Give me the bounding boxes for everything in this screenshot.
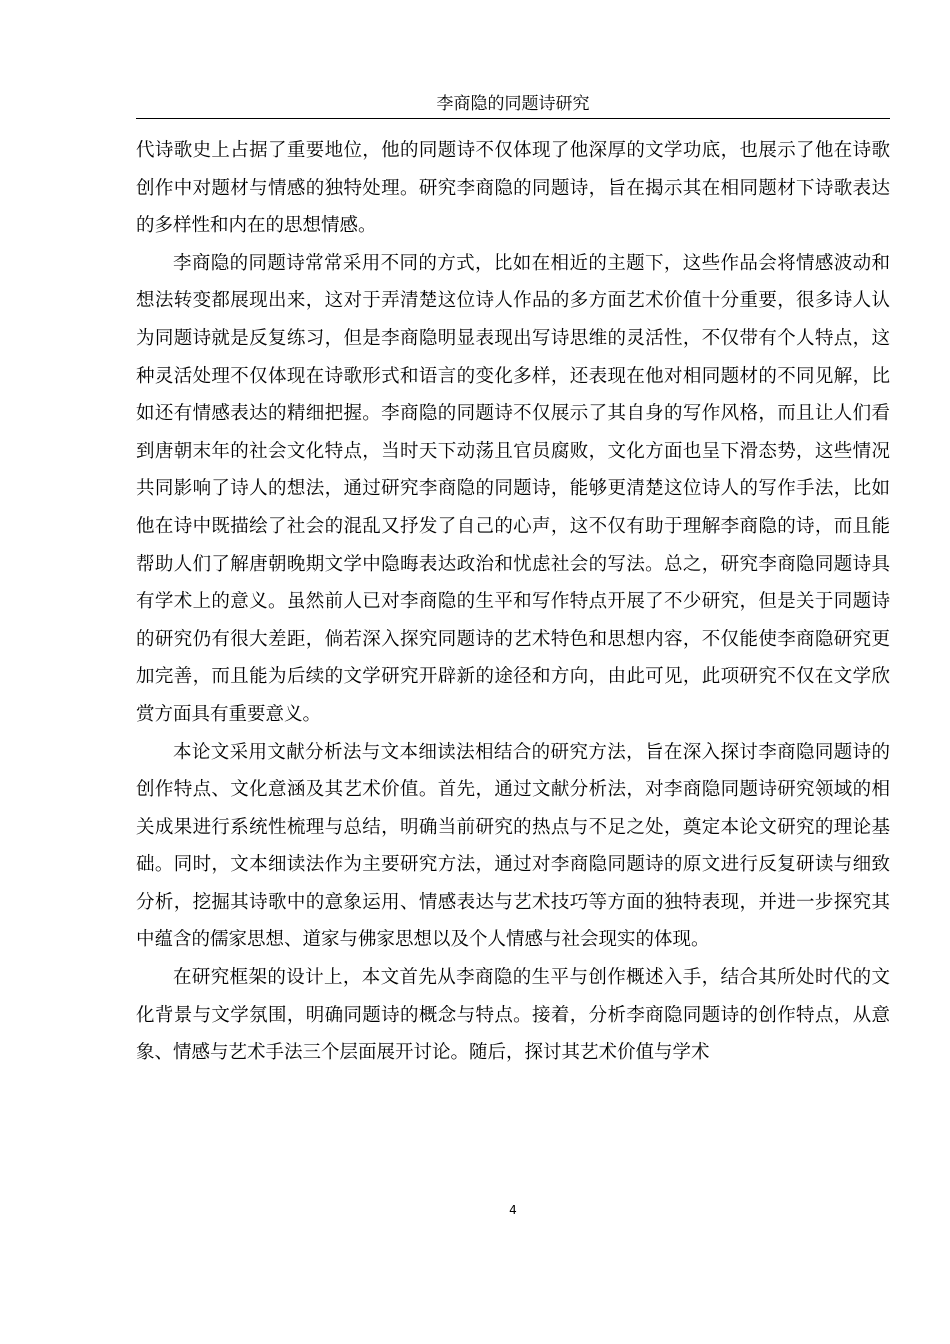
paragraph: 在研究框架的设计上，本文首先从李商隐的生平与创作概述入手，结合其所处时代的文化背景与文学氛围，明确同题诗的概念与特点。接着，分析李商隐同题诗的创作特点，从意象、情感与艺术手法三个层面展开讨论。随后，探讨其艺术价值与学术: [136, 967, 890, 1064]
header-divider: [136, 118, 890, 119]
paragraph: 本论文采用文献分析法与文本细读法相结合的研究方法，旨在深入探讨李商隐同题诗的创作特点、文化意涵及其艺术价值。首先，通过文献分析法，对李商隐同题诗研究领域的相关成果进行系统性梳理与总结，明确当前研究的热点与不足之处，奠定本论文研究的理论基础。同时，文本细读法作为主要研究方法，通过对李商隐同题诗的原文进行反复研读与细致分析，挖掘其诗歌中的意象运用、情感表达与艺术技巧等方面的独特表现，并进一步探究其中蕴含的儒家思想、道家与佛家思想以及个人情感与社会现实的体现。: [136, 741, 890, 951]
running-header: 李商隐的同题诗研究: [436, 94, 590, 114]
paragraph: 李商隐的同题诗常常采用不同的方式，比如在相近的主题下，这些作品会将情感波动和想法转变都展现出来，这对于弄清楚这位诗人作品的多方面艺术价值十分重要，很多诗人认为同题诗就是反复练习，但是李商隐明显表现出写诗思维的灵活性，不仅带有个人特点，这种灵活处理不仅体现在诗歌形式和语言的变化多样，还表现在他对相同题材的不同见解，比如还有情感表达的精细把握。李商隐的同题诗不仅展示了其自身的写作风格，而且让人们看到唐朝末年的社会文化特点，当时天下动荡且官员腐败，文化方面也呈下滑态势，这些情况共同影响了诗人的想法，通过研究李商隐的同题诗，能够更清楚这位诗人的写作手法，比如他在诗中既描绘了社会的混乱又抒发了自己的心声，这不仅有助于理解李商隐的诗，而且能帮助人们了解唐朝晚期文学中隐晦表达政治和忧虑社会的写法。总之，研究李商隐同题诗具有学术上的意义。虽然前人已对李商隐的生平和写作特点开展了不少研究，但是关于同题诗的研究仍有很大差距，倘若深入探究同题诗的艺术特色和思想内容，不仅能使李商隐研究更加完善，而且能为后续的文学研究开辟新的途径和方向，由此可见，此项研究不仅在文学欣赏方面具有重要意义。: [136, 252, 890, 725]
body-text: [136, 132, 890, 1072]
paragraph-continued: 代诗歌史上占据了重要地位，他的同题诗不仅体现了他深厚的文学功底，也展示了他在诗歌创作中对题材与情感的独特处理。研究李商隐的同题诗，旨在揭示其在相同题材下诗歌表达的多样性和内在的思想情感。: [136, 140, 890, 237]
page-number: 4: [509, 1203, 517, 1217]
